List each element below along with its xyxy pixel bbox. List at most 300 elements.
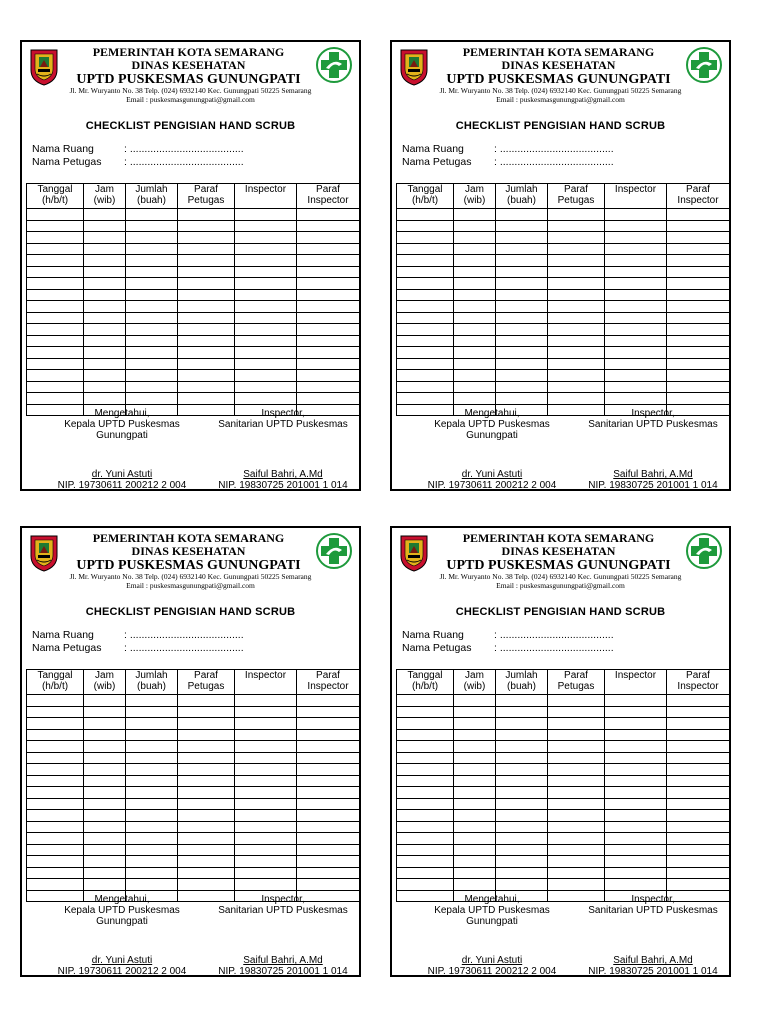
table-cell[interactable] xyxy=(548,810,605,822)
table-cell[interactable] xyxy=(84,695,126,707)
table-cell[interactable] xyxy=(496,752,548,764)
table-cell[interactable] xyxy=(27,312,84,324)
table-cell[interactable] xyxy=(667,393,730,405)
table-cell[interactable] xyxy=(235,232,297,244)
table-cell[interactable] xyxy=(126,347,178,359)
table-cell[interactable] xyxy=(605,706,667,718)
table-cell[interactable] xyxy=(548,729,605,741)
table-cell[interactable] xyxy=(297,278,360,290)
table-cell[interactable] xyxy=(496,695,548,707)
table-cell[interactable] xyxy=(84,209,126,221)
table-cell[interactable] xyxy=(178,844,235,856)
table-cell[interactable] xyxy=(27,393,84,405)
table-cell[interactable] xyxy=(548,775,605,787)
table-cell[interactable] xyxy=(297,798,360,810)
table-cell[interactable] xyxy=(454,741,496,753)
table-cell[interactable] xyxy=(548,209,605,221)
table-cell[interactable] xyxy=(297,879,360,891)
table-cell[interactable] xyxy=(235,856,297,868)
table-cell[interactable] xyxy=(454,232,496,244)
table-cell[interactable] xyxy=(397,255,454,267)
table-cell[interactable] xyxy=(548,821,605,833)
table-cell[interactable] xyxy=(27,821,84,833)
table-cell[interactable] xyxy=(27,324,84,336)
table-cell[interactable] xyxy=(548,798,605,810)
table-cell[interactable] xyxy=(178,787,235,799)
table-cell[interactable] xyxy=(397,312,454,324)
table-cell[interactable] xyxy=(548,232,605,244)
table-cell[interactable] xyxy=(397,787,454,799)
table-cell[interactable] xyxy=(126,798,178,810)
table-cell[interactable] xyxy=(84,220,126,232)
table-cell[interactable] xyxy=(496,220,548,232)
table-cell[interactable] xyxy=(84,324,126,336)
table-cell[interactable] xyxy=(297,243,360,255)
table-cell[interactable] xyxy=(27,752,84,764)
table-cell[interactable] xyxy=(496,764,548,776)
table-cell[interactable] xyxy=(496,347,548,359)
table-cell[interactable] xyxy=(126,381,178,393)
table-cell[interactable] xyxy=(235,255,297,267)
table-cell[interactable] xyxy=(667,220,730,232)
table-cell[interactable] xyxy=(297,695,360,707)
table-cell[interactable] xyxy=(605,867,667,879)
table-cell[interactable] xyxy=(84,867,126,879)
table-cell[interactable] xyxy=(548,220,605,232)
table-cell[interactable] xyxy=(297,729,360,741)
table-cell[interactable] xyxy=(397,741,454,753)
table-cell[interactable] xyxy=(454,220,496,232)
table-cell[interactable] xyxy=(297,393,360,405)
nama-petugas-field[interactable]: : ....................................... xyxy=(124,642,244,654)
table-cell[interactable] xyxy=(667,775,730,787)
nama-ruang-field[interactable]: : ....................................... xyxy=(494,143,614,155)
table-cell[interactable] xyxy=(178,347,235,359)
table-cell[interactable] xyxy=(126,220,178,232)
table-cell[interactable] xyxy=(667,718,730,730)
table-cell[interactable] xyxy=(297,810,360,822)
table-cell[interactable] xyxy=(27,718,84,730)
table-cell[interactable] xyxy=(297,867,360,879)
table-cell[interactable] xyxy=(397,381,454,393)
table-cell[interactable] xyxy=(27,301,84,313)
table-cell[interactable] xyxy=(667,324,730,336)
table-cell[interactable] xyxy=(548,255,605,267)
table-cell[interactable] xyxy=(548,358,605,370)
table-cell[interactable] xyxy=(27,335,84,347)
table-cell[interactable] xyxy=(496,358,548,370)
table-cell[interactable] xyxy=(178,810,235,822)
table-cell[interactable] xyxy=(548,833,605,845)
table-cell[interactable] xyxy=(27,255,84,267)
table-cell[interactable] xyxy=(397,764,454,776)
table-cell[interactable] xyxy=(27,798,84,810)
table-cell[interactable] xyxy=(454,867,496,879)
table-cell[interactable] xyxy=(27,856,84,868)
table-cell[interactable] xyxy=(235,301,297,313)
table-cell[interactable] xyxy=(27,833,84,845)
table-cell[interactable] xyxy=(178,278,235,290)
table-cell[interactable] xyxy=(496,787,548,799)
table-cell[interactable] xyxy=(235,833,297,845)
table-cell[interactable] xyxy=(397,798,454,810)
table-cell[interactable] xyxy=(605,718,667,730)
table-cell[interactable] xyxy=(397,695,454,707)
table-cell[interactable] xyxy=(548,695,605,707)
table-cell[interactable] xyxy=(548,752,605,764)
table-cell[interactable] xyxy=(297,255,360,267)
table-cell[interactable] xyxy=(126,370,178,382)
table-cell[interactable] xyxy=(297,821,360,833)
table-cell[interactable] xyxy=(605,312,667,324)
table-cell[interactable] xyxy=(667,821,730,833)
table-cell[interactable] xyxy=(605,856,667,868)
table-cell[interactable] xyxy=(454,209,496,221)
table-cell[interactable] xyxy=(605,798,667,810)
table-cell[interactable] xyxy=(605,821,667,833)
table-cell[interactable] xyxy=(548,370,605,382)
table-cell[interactable] xyxy=(605,752,667,764)
table-cell[interactable] xyxy=(496,867,548,879)
table-cell[interactable] xyxy=(126,358,178,370)
table-cell[interactable] xyxy=(126,301,178,313)
table-cell[interactable] xyxy=(454,706,496,718)
table-cell[interactable] xyxy=(605,729,667,741)
table-cell[interactable] xyxy=(454,879,496,891)
table-cell[interactable] xyxy=(496,243,548,255)
table-cell[interactable] xyxy=(605,833,667,845)
table-cell[interactable] xyxy=(126,867,178,879)
table-cell[interactable] xyxy=(454,324,496,336)
table-cell[interactable] xyxy=(235,381,297,393)
table-cell[interactable] xyxy=(454,335,496,347)
table-cell[interactable] xyxy=(548,393,605,405)
table-cell[interactable] xyxy=(84,347,126,359)
table-cell[interactable] xyxy=(235,695,297,707)
table-cell[interactable] xyxy=(605,301,667,313)
table-cell[interactable] xyxy=(397,821,454,833)
table-cell[interactable] xyxy=(397,232,454,244)
table-cell[interactable] xyxy=(397,358,454,370)
table-cell[interactable] xyxy=(397,856,454,868)
table-cell[interactable] xyxy=(126,821,178,833)
table-cell[interactable] xyxy=(397,266,454,278)
table-cell[interactable] xyxy=(548,879,605,891)
table-cell[interactable] xyxy=(496,289,548,301)
table-cell[interactable] xyxy=(397,278,454,290)
table-cell[interactable] xyxy=(235,278,297,290)
table-cell[interactable] xyxy=(667,347,730,359)
table-cell[interactable] xyxy=(235,775,297,787)
table-cell[interactable] xyxy=(454,289,496,301)
table-cell[interactable] xyxy=(27,289,84,301)
table-cell[interactable] xyxy=(27,764,84,776)
table-cell[interactable] xyxy=(496,741,548,753)
table-cell[interactable] xyxy=(548,347,605,359)
table-cell[interactable] xyxy=(548,867,605,879)
table-cell[interactable] xyxy=(397,729,454,741)
table-cell[interactable] xyxy=(297,381,360,393)
table-cell[interactable] xyxy=(297,764,360,776)
table-cell[interactable] xyxy=(297,301,360,313)
table-cell[interactable] xyxy=(126,752,178,764)
table-cell[interactable] xyxy=(397,775,454,787)
table-cell[interactable] xyxy=(178,718,235,730)
table-cell[interactable] xyxy=(27,232,84,244)
table-cell[interactable] xyxy=(667,289,730,301)
table-cell[interactable] xyxy=(27,775,84,787)
table-cell[interactable] xyxy=(548,266,605,278)
table-cell[interactable] xyxy=(605,810,667,822)
table-cell[interactable] xyxy=(178,335,235,347)
table-cell[interactable] xyxy=(397,289,454,301)
table-cell[interactable] xyxy=(496,810,548,822)
table-cell[interactable] xyxy=(548,381,605,393)
table-cell[interactable] xyxy=(667,741,730,753)
table-cell[interactable] xyxy=(496,232,548,244)
table-cell[interactable] xyxy=(235,798,297,810)
table-cell[interactable] xyxy=(605,278,667,290)
table-cell[interactable] xyxy=(667,833,730,845)
table-cell[interactable] xyxy=(235,787,297,799)
table-cell[interactable] xyxy=(126,312,178,324)
table-cell[interactable] xyxy=(178,833,235,845)
table-cell[interactable] xyxy=(605,358,667,370)
table-cell[interactable] xyxy=(667,867,730,879)
table-cell[interactable] xyxy=(667,798,730,810)
table-cell[interactable] xyxy=(27,879,84,891)
table-cell[interactable] xyxy=(297,312,360,324)
table-cell[interactable] xyxy=(397,335,454,347)
table-cell[interactable] xyxy=(496,370,548,382)
table-cell[interactable] xyxy=(397,370,454,382)
table-cell[interactable] xyxy=(126,729,178,741)
table-cell[interactable] xyxy=(178,209,235,221)
table-cell[interactable] xyxy=(548,706,605,718)
table-cell[interactable] xyxy=(297,220,360,232)
table-cell[interactable] xyxy=(235,393,297,405)
table-cell[interactable] xyxy=(178,370,235,382)
table-cell[interactable] xyxy=(667,695,730,707)
table-cell[interactable] xyxy=(454,347,496,359)
table-cell[interactable] xyxy=(84,232,126,244)
table-cell[interactable] xyxy=(84,741,126,753)
table-cell[interactable] xyxy=(235,220,297,232)
table-cell[interactable] xyxy=(297,706,360,718)
table-cell[interactable] xyxy=(178,695,235,707)
table-cell[interactable] xyxy=(667,729,730,741)
table-cell[interactable] xyxy=(548,289,605,301)
table-cell[interactable] xyxy=(397,706,454,718)
table-cell[interactable] xyxy=(235,718,297,730)
table-cell[interactable] xyxy=(297,752,360,764)
table-cell[interactable] xyxy=(605,381,667,393)
table-cell[interactable] xyxy=(496,278,548,290)
table-cell[interactable] xyxy=(235,741,297,753)
table-cell[interactable] xyxy=(84,810,126,822)
table-cell[interactable] xyxy=(454,856,496,868)
table-cell[interactable] xyxy=(126,255,178,267)
table-cell[interactable] xyxy=(126,209,178,221)
table-cell[interactable] xyxy=(454,752,496,764)
table-cell[interactable] xyxy=(178,243,235,255)
table-cell[interactable] xyxy=(667,209,730,221)
table-cell[interactable] xyxy=(126,706,178,718)
table-cell[interactable] xyxy=(178,266,235,278)
table-cell[interactable] xyxy=(605,879,667,891)
table-cell[interactable] xyxy=(605,324,667,336)
table-cell[interactable] xyxy=(605,255,667,267)
table-cell[interactable] xyxy=(178,289,235,301)
table-cell[interactable] xyxy=(496,798,548,810)
table-cell[interactable] xyxy=(126,833,178,845)
table-cell[interactable] xyxy=(178,798,235,810)
table-cell[interactable] xyxy=(397,301,454,313)
table-cell[interactable] xyxy=(126,324,178,336)
table-cell[interactable] xyxy=(235,764,297,776)
table-cell[interactable] xyxy=(548,324,605,336)
table-cell[interactable] xyxy=(454,381,496,393)
table-cell[interactable] xyxy=(178,220,235,232)
table-cell[interactable] xyxy=(27,278,84,290)
table-cell[interactable] xyxy=(397,393,454,405)
table-cell[interactable] xyxy=(297,741,360,753)
table-cell[interactable] xyxy=(27,729,84,741)
table-cell[interactable] xyxy=(496,856,548,868)
table-cell[interactable] xyxy=(605,764,667,776)
table-cell[interactable] xyxy=(605,741,667,753)
table-cell[interactable] xyxy=(454,764,496,776)
table-cell[interactable] xyxy=(84,301,126,313)
table-cell[interactable] xyxy=(178,741,235,753)
table-cell[interactable] xyxy=(84,358,126,370)
table-cell[interactable] xyxy=(235,370,297,382)
table-cell[interactable] xyxy=(126,856,178,868)
table-cell[interactable] xyxy=(84,381,126,393)
table-cell[interactable] xyxy=(178,324,235,336)
table-cell[interactable] xyxy=(235,209,297,221)
table-cell[interactable] xyxy=(496,393,548,405)
table-cell[interactable] xyxy=(126,266,178,278)
table-cell[interactable] xyxy=(667,335,730,347)
table-cell[interactable] xyxy=(235,867,297,879)
table-cell[interactable] xyxy=(84,718,126,730)
table-cell[interactable] xyxy=(235,335,297,347)
table-cell[interactable] xyxy=(84,844,126,856)
table-cell[interactable] xyxy=(496,821,548,833)
table-cell[interactable] xyxy=(496,324,548,336)
table-cell[interactable] xyxy=(454,833,496,845)
table-cell[interactable] xyxy=(297,775,360,787)
table-cell[interactable] xyxy=(397,833,454,845)
table-cell[interactable] xyxy=(605,232,667,244)
table-cell[interactable] xyxy=(297,232,360,244)
table-cell[interactable] xyxy=(84,706,126,718)
table-cell[interactable] xyxy=(667,232,730,244)
table-cell[interactable] xyxy=(84,833,126,845)
table-cell[interactable] xyxy=(548,335,605,347)
table-cell[interactable] xyxy=(235,706,297,718)
table-cell[interactable] xyxy=(126,775,178,787)
table-cell[interactable] xyxy=(178,821,235,833)
table-cell[interactable] xyxy=(454,718,496,730)
table-cell[interactable] xyxy=(84,335,126,347)
table-cell[interactable] xyxy=(496,255,548,267)
nama-petugas-field[interactable]: : ....................................... xyxy=(494,642,614,654)
table-cell[interactable] xyxy=(667,381,730,393)
table-cell[interactable] xyxy=(454,844,496,856)
table-cell[interactable] xyxy=(667,810,730,822)
table-cell[interactable] xyxy=(84,278,126,290)
table-cell[interactable] xyxy=(84,775,126,787)
table-cell[interactable] xyxy=(297,718,360,730)
table-cell[interactable] xyxy=(235,810,297,822)
table-cell[interactable] xyxy=(548,787,605,799)
table-cell[interactable] xyxy=(235,844,297,856)
nama-ruang-field[interactable]: : ....................................... xyxy=(494,629,614,641)
table-cell[interactable] xyxy=(454,243,496,255)
table-cell[interactable] xyxy=(454,775,496,787)
table-cell[interactable] xyxy=(496,844,548,856)
table-cell[interactable] xyxy=(235,358,297,370)
table-cell[interactable] xyxy=(126,787,178,799)
table-cell[interactable] xyxy=(496,729,548,741)
table-cell[interactable] xyxy=(667,752,730,764)
table-cell[interactable] xyxy=(27,266,84,278)
table-cell[interactable] xyxy=(605,220,667,232)
table-cell[interactable] xyxy=(126,879,178,891)
table-cell[interactable] xyxy=(27,844,84,856)
table-cell[interactable] xyxy=(667,706,730,718)
table-cell[interactable] xyxy=(605,787,667,799)
table-cell[interactable] xyxy=(397,718,454,730)
table-cell[interactable] xyxy=(667,301,730,313)
table-cell[interactable] xyxy=(454,255,496,267)
table-cell[interactable] xyxy=(605,393,667,405)
table-cell[interactable] xyxy=(235,324,297,336)
table-cell[interactable] xyxy=(605,335,667,347)
table-cell[interactable] xyxy=(27,741,84,753)
table-cell[interactable] xyxy=(297,358,360,370)
table-cell[interactable] xyxy=(178,301,235,313)
table-cell[interactable] xyxy=(178,752,235,764)
table-cell[interactable] xyxy=(667,278,730,290)
table-cell[interactable] xyxy=(548,856,605,868)
table-cell[interactable] xyxy=(126,844,178,856)
table-cell[interactable] xyxy=(667,266,730,278)
table-cell[interactable] xyxy=(496,266,548,278)
table-cell[interactable] xyxy=(235,347,297,359)
table-cell[interactable] xyxy=(548,312,605,324)
table-cell[interactable] xyxy=(84,370,126,382)
table-cell[interactable] xyxy=(548,718,605,730)
table-cell[interactable] xyxy=(496,381,548,393)
table-cell[interactable] xyxy=(84,856,126,868)
table-cell[interactable] xyxy=(548,278,605,290)
table-cell[interactable] xyxy=(605,289,667,301)
table-cell[interactable] xyxy=(667,243,730,255)
table-cell[interactable] xyxy=(548,243,605,255)
table-cell[interactable] xyxy=(548,844,605,856)
table-cell[interactable] xyxy=(178,393,235,405)
table-cell[interactable] xyxy=(84,243,126,255)
table-cell[interactable] xyxy=(496,301,548,313)
table-cell[interactable] xyxy=(178,879,235,891)
table-cell[interactable] xyxy=(605,209,667,221)
table-cell[interactable] xyxy=(235,821,297,833)
table-cell[interactable] xyxy=(496,335,548,347)
table-cell[interactable] xyxy=(548,741,605,753)
